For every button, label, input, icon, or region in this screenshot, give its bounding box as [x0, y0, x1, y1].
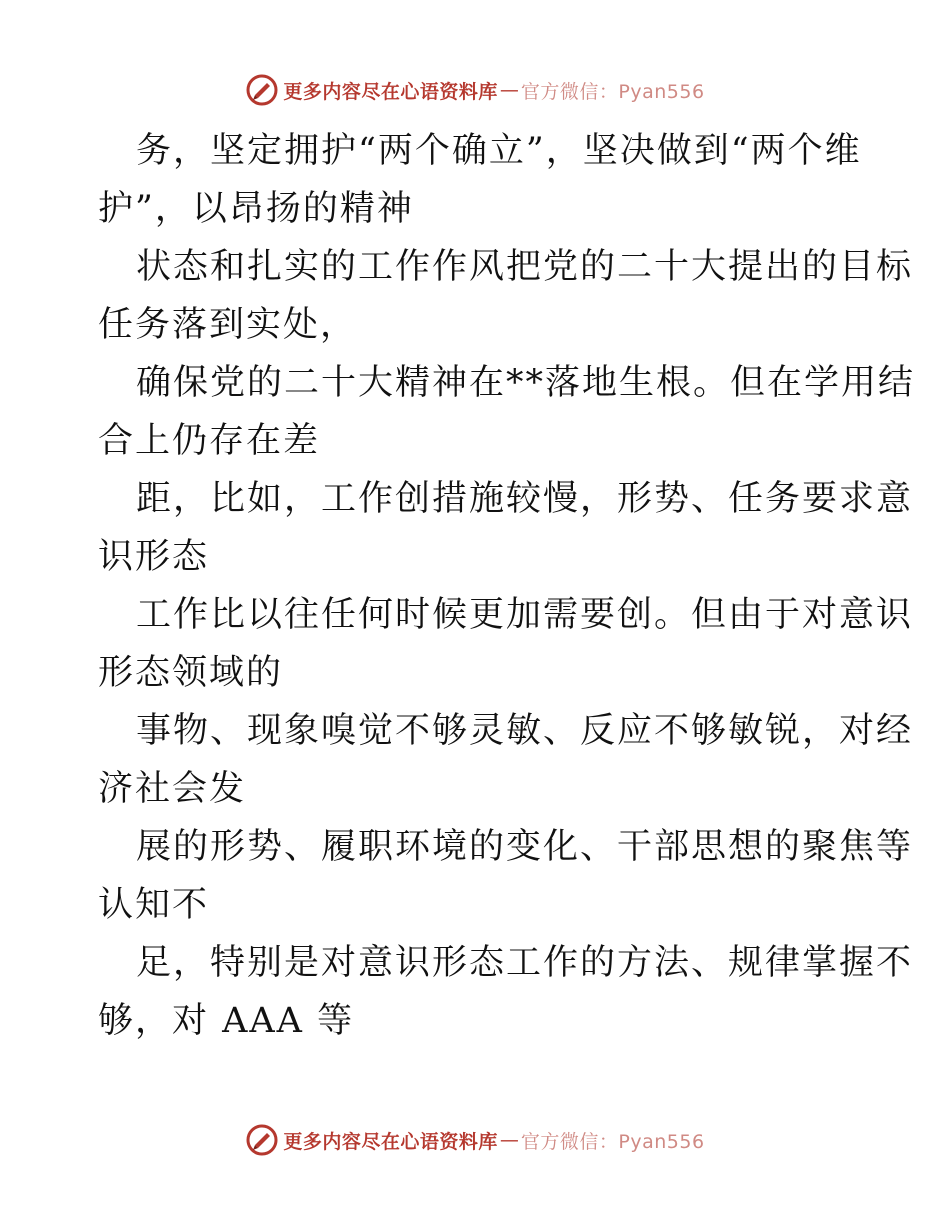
pen-logo-icon: [245, 73, 279, 107]
body-line: 任务落到实处，: [98, 305, 358, 345]
header-banner: [0, 70, 950, 110]
body-line: 状态和扎实的工作作风把党的二十大提出的目标: [136, 247, 914, 287]
document-body: [98, 122, 916, 1050]
body-line: 形态领域的: [98, 653, 284, 693]
body-line: 工作比以往任何时候更加需要创。但由于对意识: [136, 595, 914, 635]
body-line: 确保党的二十大精神在**落地生根。但在学用结: [136, 363, 916, 403]
banner-wechat: 官方微信：Pyan556: [520, 1130, 705, 1153]
pen-logo-icon: [245, 1123, 279, 1157]
banner-separator: —: [499, 1129, 519, 1151]
body-line: 识形态: [98, 537, 210, 577]
body-line: 够，对 AAA 等: [98, 1001, 355, 1041]
body-line: 济社会发: [98, 769, 247, 809]
banner-separator: —: [499, 79, 519, 101]
body-line: 合上仍存在差: [98, 421, 321, 461]
body-line: 认知不: [98, 885, 210, 925]
body-line: 护”，以昂扬的精神: [98, 189, 414, 229]
banner-title: 更多内容尽在心语资料库: [283, 1130, 498, 1153]
banner-wechat: 官方微信：Pyan556: [520, 80, 705, 103]
body-line: 展的形势、履职环境的变化、干部思想的聚焦等: [136, 827, 914, 867]
body-line: 足，特别是对意识形态工作的方法、规律掌握不: [136, 943, 914, 983]
body-line: 事物、现象嗅觉不够灵敏、反应不够敏锐，对经: [136, 711, 914, 751]
body-line: 务，坚定拥护“两个确立”，坚决做到“两个维: [136, 131, 862, 171]
body-line: 距，比如，工作创措施较慢，形势、任务要求意: [136, 479, 914, 519]
footer-banner: [0, 1120, 950, 1160]
banner-title: 更多内容尽在心语资料库: [283, 80, 498, 103]
